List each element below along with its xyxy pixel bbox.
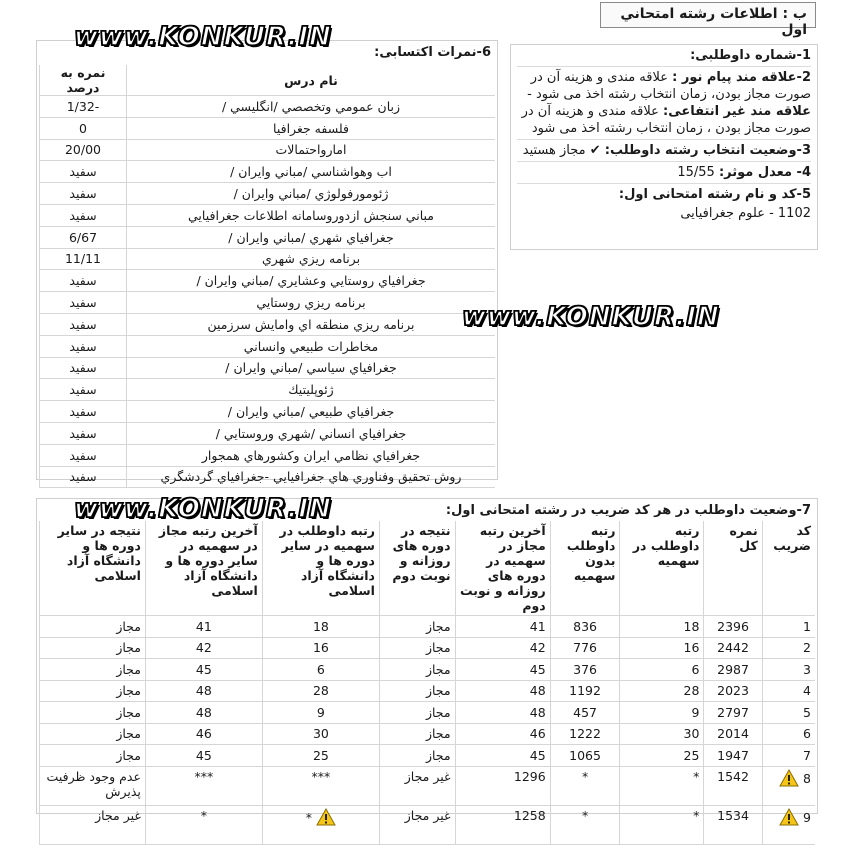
grades-header-row <box>40 65 496 96</box>
rank-quota-header: رتبه داوطلب در سهمیه <box>620 521 704 616</box>
result-day: مجاز <box>379 745 455 767</box>
rank-other <box>262 616 379 638</box>
rank-quota: 25 <box>620 745 704 767</box>
grade-row <box>40 96 496 118</box>
coef-code-value: 1 <box>803 618 811 634</box>
last-rank-other: 45 <box>145 659 262 681</box>
last-rank-other-header: آخرین رتبه مجاز در سهمیه در سایر دوره ها و دانشگاه آزاد اسلامی <box>145 521 262 616</box>
candidate-number-label: 1-شماره داوطلبی: <box>690 48 811 63</box>
coef-code-value: 3 <box>803 661 811 677</box>
status-row <box>40 616 816 638</box>
result-other: مجاز <box>40 745 146 767</box>
course-name: جغرافياي روستايي وعشايري /مباني وايران / <box>127 270 496 292</box>
last-rank-other: 48 <box>145 702 262 724</box>
rank-quota: * <box>620 805 704 844</box>
rank-no-quota: 376 <box>550 659 620 681</box>
coef-code <box>762 637 815 659</box>
course-name: جغرافياي نظامي ايران وكشورهاي همجوار <box>127 444 496 466</box>
course-score: سفيد <box>40 466 127 488</box>
result-day: مجاز <box>379 637 455 659</box>
course-name: برنامه ريزي منطقه اي وامايش سرزمين <box>127 313 496 335</box>
coef-code <box>762 659 815 681</box>
course-score: سفيد <box>40 401 127 423</box>
selection-status <box>517 142 811 159</box>
divider <box>517 183 811 184</box>
course-name: جغرافياي سياسي /مباني وايران / <box>127 357 496 379</box>
status-row <box>40 766 816 805</box>
rank-no-quota: 1222 <box>550 723 620 745</box>
course-name: برنامه ريزي روستايي <box>127 292 496 314</box>
grade-row <box>40 379 496 401</box>
course-score: سفيد <box>40 357 127 379</box>
last-rank-other: 45 <box>145 745 262 767</box>
last-rank-other: *** <box>145 766 262 805</box>
status-row <box>40 659 816 681</box>
grade-row <box>40 466 496 488</box>
rank-quota: * <box>620 766 704 805</box>
total-score: 2014 <box>704 723 762 745</box>
rank-other <box>262 680 379 702</box>
payam-noor-label: 2-علاقه مند پیام نور : <box>672 70 811 85</box>
grade-row <box>40 313 496 335</box>
coef-code-value: 6 <box>803 726 811 742</box>
status-row <box>40 702 816 724</box>
rank-quota: 9 <box>620 702 704 724</box>
warning-icon <box>316 808 336 829</box>
status-row <box>40 723 816 745</box>
status-table <box>39 521 815 845</box>
course-score: 20/00 <box>40 139 127 161</box>
course-score: سفيد <box>40 270 127 292</box>
rank-quota: 6 <box>620 659 704 681</box>
rank-other <box>262 723 379 745</box>
result-other: مجاز <box>40 723 146 745</box>
result-other: غیر مجاز <box>40 805 146 844</box>
course-score: سفيد <box>40 379 127 401</box>
course-score: سفيد <box>40 422 127 444</box>
result-day: غیر مجاز <box>379 766 455 805</box>
total-score: 2396 <box>704 616 762 638</box>
rank-other-value: 9 <box>316 704 325 720</box>
total-score: 2797 <box>704 702 762 724</box>
result-day: غیر مجاز <box>379 805 455 844</box>
coef-code <box>762 702 815 724</box>
result-other: مجاز <box>40 659 146 681</box>
coef-code <box>762 723 815 745</box>
coef-code <box>762 745 815 767</box>
result-day: مجاز <box>379 702 455 724</box>
coef-code <box>762 680 815 702</box>
rank-quota: 30 <box>620 723 704 745</box>
last-rank-other: 46 <box>145 723 262 745</box>
grade-row <box>40 161 496 183</box>
course-name: ژئوپليتيك <box>127 379 496 401</box>
last-rank-day: 1258 <box>455 805 550 844</box>
coef-code-value: 5 <box>803 704 811 720</box>
course-name: ژئومورفولوژي /مباني وايران / <box>127 183 496 205</box>
coef-code <box>762 616 815 638</box>
coef-code <box>762 805 815 844</box>
rank-other-header: رتبه داوطلب در سهمیه در سایر دوره ها و دانشگاه آزاد اسلامی <box>262 521 379 616</box>
result-day: مجاز <box>379 723 455 745</box>
course-name: فلسفه جغرافيا <box>127 117 496 139</box>
rank-other-value: 16 <box>312 640 329 656</box>
coef-code-value: 8 <box>803 770 811 786</box>
result-day: مجاز <box>379 680 455 702</box>
result-other: مجاز <box>40 680 146 702</box>
coef-code-value: 7 <box>803 747 811 763</box>
total-score-header: نمره کل <box>704 521 762 616</box>
divider <box>517 139 811 140</box>
course-score: سفيد <box>40 313 127 335</box>
rank-other <box>262 766 379 805</box>
coef-code-header: کد ضریب <box>762 521 815 616</box>
grade-row <box>40 183 496 205</box>
result-day: مجاز <box>379 616 455 638</box>
rank-other <box>262 659 379 681</box>
rank-no-quota: * <box>550 805 620 844</box>
course-name: مباني سنجش ازدوروسامانه اطلاعات جغرافيايي <box>127 204 496 226</box>
course-score: سفيد <box>40 292 127 314</box>
last-rank-day: 1296 <box>455 766 550 805</box>
total-score: 1542 <box>704 766 762 805</box>
rank-no-quota: 457 <box>550 702 620 724</box>
course-name: برنامه ريزي شهري <box>127 248 496 270</box>
grades-panel <box>36 40 498 485</box>
total-score: 2023 <box>704 680 762 702</box>
rank-other-value: 6 <box>316 661 325 677</box>
rank-quota: 16 <box>620 637 704 659</box>
interest-paragraph <box>517 69 811 137</box>
rank-other <box>262 637 379 659</box>
course-score: 6/67 <box>40 226 127 248</box>
total-score: 1947 <box>704 745 762 767</box>
status-row <box>40 805 816 844</box>
grade-row <box>40 444 496 466</box>
divider <box>517 66 811 67</box>
status-panel <box>36 498 818 825</box>
non-profit-text: علاقه مندی و هزینه آن در صورت مجاز بودن ، زمان انتخاب رشته اخذ می شود <box>521 104 811 136</box>
score-header: نمره به درصد <box>40 65 127 96</box>
course-name: جغرافياي شهري /مباني وايران / <box>127 226 496 248</box>
coef-code <box>762 766 815 805</box>
rank-no-quota: 1192 <box>550 680 620 702</box>
warning-icon <box>779 769 799 790</box>
course-name-header: نام درس <box>127 65 496 96</box>
result-other-header: نتیجه در سایر دوره ها و دانشگاه آزاد اسلامی <box>40 521 146 616</box>
rank-other <box>262 702 379 724</box>
payam-noor-text: علاقه مندی و هزینه آن در صورت مجاز بودن، زمان انتخاب رشته اخذ می شود - <box>527 70 811 102</box>
rank-quota: 18 <box>620 616 704 638</box>
last-rank-other: * <box>145 805 262 844</box>
rank-other-value: 25 <box>312 747 329 763</box>
grade-row <box>40 248 496 270</box>
rank-other-value: *** <box>311 768 331 784</box>
course-name: زبان عمومي وتخصصي /انگليسي / <box>127 96 496 118</box>
result-other: مجاز <box>40 702 146 724</box>
course-name: جغرافياي طبيعي /مباني وايران / <box>127 401 496 423</box>
last-rank-other: 48 <box>145 680 262 702</box>
status-header-row <box>40 521 816 616</box>
grade-row <box>40 139 496 161</box>
grade-row <box>40 204 496 226</box>
watermark-logo: www.KONKUR.IN <box>74 494 332 524</box>
field-value: 1102 - علوم جغرافیایی <box>680 206 811 221</box>
rank-quota: 28 <box>620 680 704 702</box>
last-rank-day: 48 <box>455 680 550 702</box>
result-day-header: نتیجه در دوره های روزانه و نوبت دوم <box>379 521 455 616</box>
rank-no-quota: * <box>550 766 620 805</box>
course-score: سفيد <box>40 335 127 357</box>
rank-other-value: * <box>305 809 313 825</box>
coef-code-value: 4 <box>803 683 811 699</box>
candidate-info-panel <box>510 44 818 250</box>
rank-other-value: 28 <box>312 683 329 699</box>
result-other: عدم وجود ظرفیت پذیرش <box>40 766 146 805</box>
last-rank-day: 45 <box>455 745 550 767</box>
grade-row <box>40 357 496 379</box>
rank-other-value: 18 <box>312 618 329 634</box>
grade-row <box>40 270 496 292</box>
last-rank-day: 45 <box>455 659 550 681</box>
total-score: 1534 <box>704 805 762 844</box>
check-icon: ✔ <box>589 143 601 158</box>
course-name: امارواحتمالات <box>127 139 496 161</box>
course-score: -1/32 <box>40 96 127 118</box>
last-rank-day-header: آخرین رتبه مجاز در سهمیه در دوره های روزانه و نوبت دوم <box>455 521 550 616</box>
course-score: سفيد <box>40 444 127 466</box>
rank-other <box>262 805 379 844</box>
result-other: مجاز <box>40 637 146 659</box>
status-row <box>40 680 816 702</box>
result-day: مجاز <box>379 659 455 681</box>
divider <box>517 161 811 162</box>
course-name: جغرافياي انساني /شهري وروستايي / <box>127 422 496 444</box>
rank-no-quota: 1065 <box>550 745 620 767</box>
course-name: اب وهواشناسي /مباني وايران / <box>127 161 496 183</box>
grade-row <box>40 226 496 248</box>
watermark-logo: www.KONKUR.IN <box>74 22 332 52</box>
grades-title: 6-نمرات اکتسابی: <box>374 45 491 60</box>
course-name: مخاطرات طبيعي وانساني <box>127 335 496 357</box>
status-title: 7-وضعیت داوطلب در هر کد ضریب در رشته امتحانی اول: <box>445 503 811 518</box>
grade-row <box>40 335 496 357</box>
status-row <box>40 745 816 767</box>
course-score: 11/11 <box>40 248 127 270</box>
course-score: سفيد <box>40 183 127 205</box>
total-score: 2442 <box>704 637 762 659</box>
course-score: سفيد <box>40 161 127 183</box>
result-other: مجاز <box>40 616 146 638</box>
watermark-logo: www.KONKUR.IN <box>462 302 720 332</box>
gpa-value: 15/55 <box>677 165 719 180</box>
grade-row <box>40 292 496 314</box>
last-rank-other: 41 <box>145 616 262 638</box>
last-rank-day: 46 <box>455 723 550 745</box>
grade-row <box>40 117 496 139</box>
rank-no-quota: 776 <box>550 637 620 659</box>
grades-table <box>39 65 495 488</box>
status-row <box>40 637 816 659</box>
grade-row <box>40 401 496 423</box>
section-title: ب : اطلاعات رشته امتحاني اول <box>600 2 816 28</box>
course-score: 0 <box>40 117 127 139</box>
last-rank-day: 42 <box>455 637 550 659</box>
last-rank-day: 41 <box>455 616 550 638</box>
gpa-line <box>517 164 811 181</box>
total-score: 2987 <box>704 659 762 681</box>
rank-other <box>262 745 379 767</box>
grade-row <box>40 422 496 444</box>
warning-icon <box>779 808 799 829</box>
gpa-label: 4- معدل موثر: <box>718 165 811 180</box>
field-label: 5-کد و نام رشته امتحانی اول: <box>618 187 811 202</box>
last-rank-other: 42 <box>145 637 262 659</box>
rank-no-quota-header: رتبه داوطلب بدون سهمیه <box>550 521 620 616</box>
selection-status-label: 3-وضعیت انتخاب رشته داوطلب: <box>604 143 811 158</box>
selection-status-value: مجاز هستید <box>522 143 590 158</box>
course-score: سفيد <box>40 204 127 226</box>
non-profit-label: علاقه مند غیر انتفاعی: <box>663 104 811 119</box>
last-rank-day: 48 <box>455 702 550 724</box>
coef-code-value: 2 <box>803 640 811 656</box>
rank-no-quota: 836 <box>550 616 620 638</box>
rank-other-value: 30 <box>312 726 329 742</box>
course-name: روش تحقيق وفناوري هاي جغرافيايي -جغرافياي گردشگري <box>127 466 496 488</box>
coef-code-value: 9 <box>803 809 811 825</box>
